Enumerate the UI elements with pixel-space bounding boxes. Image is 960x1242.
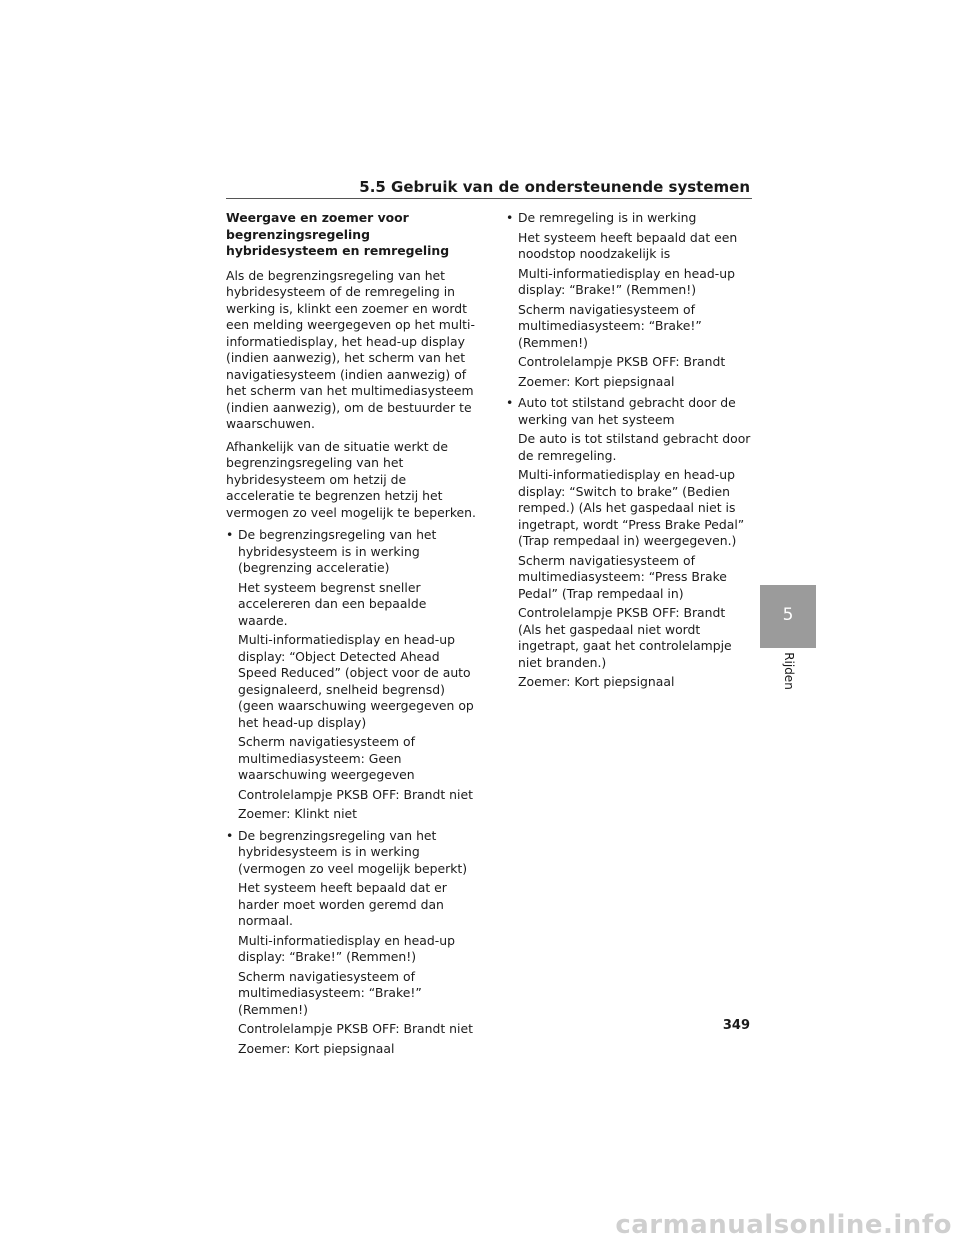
- chapter-tab[interactable]: [760, 585, 816, 648]
- list-item-line: Multi-informatiedisplay en head-up display: “Object Detected Ahead Speed Reduced” (object voor de auto gesignaleerd, snelheid begrensd) (geen waarschuwing weergegeven op het head-up display): [238, 632, 474, 730]
- list-item-title: De remregeling is in werking: [518, 210, 697, 225]
- chapter-label: Rijden: [781, 652, 796, 690]
- list-item: [226, 527, 476, 823]
- list-item-line: Controlelampje PKSB OFF: Brandt: [518, 354, 726, 369]
- list-item-line: Multi-informatiedisplay en head-up display: “Switch to brake” (Bedien remped.) (Als het gaspedaal niet is ingetrapt, wordt “Press Brake Pedal” (Trap rempedaal in) weergegeven.): [518, 467, 745, 548]
- right-column: [506, 210, 752, 696]
- list-item-line: Scherm navigatiesysteem of multimediasysteem: Geen waarschuwing weergegeven: [238, 734, 415, 782]
- intro-paragraph: Als de begrenzingsregeling van het hybridesysteem of de remregeling in werking is, klinkt een zoemer en wordt een melding weergegeven op het multi-informatiedisplay, het head-up display (indien aanwezig), het scherm van het navigatiesysteem (indien aanwezig) of het scherm van het multimediasysteem (indien aanwezig), om de bestuurder te waarschuwen.: [226, 267, 475, 431]
- list-item-line: Controlelampje PKSB OFF: Brandt niet: [238, 786, 473, 802]
- list-item-title: De begrenzingsregeling van het hybridesysteem is in werking (begrenzing acceleratie): [238, 527, 437, 575]
- list-item-line: Multi-informatiedisplay en head-up display: “Brake!” (Remmen!): [238, 932, 455, 964]
- list-item-line: Het systeem heeft bepaald dat er harder moet worden geremd dan normaal.: [238, 880, 447, 928]
- list-item-line: Zoemer: Klinkt niet: [238, 806, 357, 821]
- list-item-line: De auto is tot stilstand gebracht door de remregeling.: [518, 431, 751, 463]
- situation-paragraph: Afhankelijk van de situatie werkt de begrenzingsregeling van het hybridesysteem om hetzij de acceleratie te begrenzen hetzij het vermogen zo veel mogelijk te beperken.: [226, 438, 476, 520]
- list-item-line: Scherm navigatiesysteem of multimediasysteem: “Brake!” (Remmen!): [518, 301, 702, 350]
- header-divider: [226, 198, 752, 199]
- list-item-line: Zoemer: Kort piepsignaal: [518, 373, 675, 389]
- list-item-title: Auto tot stilstand gebracht door de werking van het systeem: [518, 395, 736, 427]
- page-number: 349: [722, 1018, 750, 1033]
- watermark: carmanualsonline.info: [615, 1210, 952, 1240]
- list-item-line: Scherm navigatiesysteem of multimediasysteem: “Press Brake Pedal” (Trap rempedaal in): [518, 552, 727, 601]
- bullet-icon: •: [506, 210, 514, 225]
- list-item-line: Controlelampje PKSB OFF: Brandt niet: [238, 1021, 473, 1036]
- list-item-line: Het systeem begrenst sneller accelereren dan een bepaalde waarde.: [238, 579, 427, 628]
- list-item-line: Zoemer: Kort piepsignaal: [238, 1040, 395, 1056]
- list-item: [226, 828, 476, 1058]
- section-heading: Weergave en zoemer voor begrenzingsregeling hybridesysteem en remregeling: [226, 210, 450, 258]
- list-item-line: Scherm navigatiesysteem of multimediasysteem: “Brake!” (Remmen!): [238, 968, 422, 1017]
- chapter-label-container: [780, 654, 800, 694]
- bullet-icon: •: [226, 527, 234, 542]
- list-item: [506, 210, 752, 390]
- list-item-line: Multi-informatiedisplay en head-up display: “Brake!” (Remmen!): [518, 265, 735, 297]
- list-item-line: Het systeem heeft bepaald dat een noodstop noodzakelijk is: [518, 229, 738, 261]
- list-item-line: Controlelampje PKSB OFF: Brandt (Als het gaspedaal niet wordt ingetrapt, gaat het controlelampje niet branden.): [518, 605, 732, 670]
- list-item-line: Zoemer: Kort piepsignaal: [518, 674, 675, 689]
- list-item-title: De begrenzingsregeling van het hybridesysteem is in werking (vermogen zo veel mogelijk beperkt): [238, 827, 468, 876]
- bullet-icon: •: [226, 827, 234, 843]
- bullet-icon: •: [506, 395, 514, 410]
- section-title: 5.5 Gebruik van de ondersteunende systemen: [359, 178, 750, 196]
- left-column: [226, 210, 476, 1062]
- list-item: [506, 395, 752, 691]
- chapter-number: 5: [782, 605, 794, 625]
